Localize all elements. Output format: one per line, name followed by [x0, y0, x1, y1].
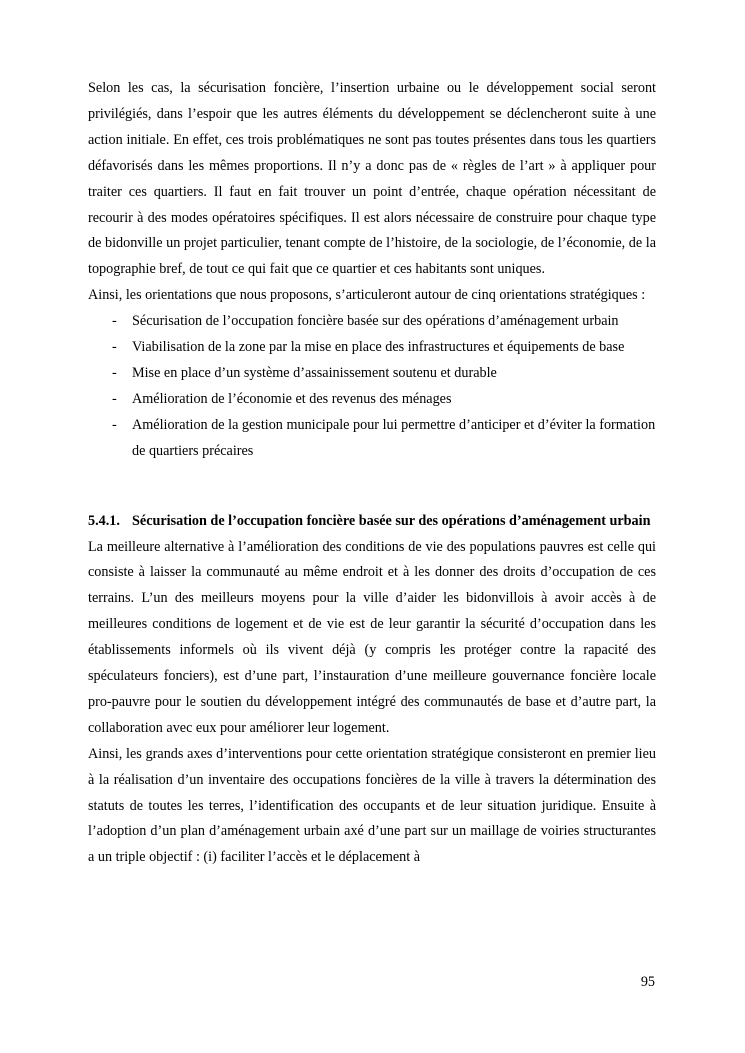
list-bullet: -	[112, 390, 117, 407]
section-number: 5.4.1.	[88, 512, 120, 529]
list-item	[88, 335, 656, 361]
page-number: 95	[640, 974, 655, 990]
orientations-list	[88, 309, 656, 464]
list-item-text: Mise en place d’un système d’assainissement soutenu et durable	[132, 364, 497, 381]
list-item	[88, 387, 656, 413]
list-item-text: Amélioration de la gestion municipale pour lui permettre d’anticiper et d’éviter la formation de quartiers précaires	[132, 416, 656, 459]
list-bullet: -	[112, 416, 117, 433]
list-item	[88, 361, 656, 387]
list-bullet: -	[112, 339, 117, 356]
intro-paragraph: Selon les cas, la sécurisation foncière, l’insertion urbaine ou le développement social seront privilégiés, dans l’espoir que les autres éléments du développement se déclencheront suite à une action initiale. En effet, ces trois problématiques ne sont pas toutes présentes dans tous les quartiers défavorisés dans les mêmes proportions. Il n’y a donc pas de « règles de l’art » à appliquer pour traiter ces quartiers. Il faut en fait trouver un point d’entrée, chaque opération nécessitant de recourir à des modes opératoires spécifiques. Il est alors nécessaire de construire pour chaque type de bidonville un projet particulier, tenant compte de l’histoire, de la sociologie, de l’économie, de la topographie bref, de tout ce qui fait que ce quartier et ces habitants sont uniques.	[88, 80, 656, 278]
document-page	[88, 76, 656, 871]
orientations-lead-paragraph: Ainsi, les orientations que nous proposons, s’articuleront autour de cinq orientations stratégiques :	[88, 287, 646, 304]
section-heading	[88, 509, 656, 535]
section-title: Sécurisation de l’occupation foncière basée sur des opérations d’aménagement urbain	[132, 512, 651, 529]
section-spacer	[88, 465, 656, 509]
list-item	[88, 413, 656, 465]
list-item	[88, 309, 656, 335]
list-item-text: Viabilisation de la zone par la mise en place des infrastructures et équipements de base	[132, 339, 625, 356]
section-body-paragraph: Ainsi, les grands axes d’interventions pour cette orientation stratégique consisteront en premier lieu à la réalisation d’un inventaire des occupations foncières de la ville à travers la détermination des statuts de toutes les terres, l’identification des occupants et de leur situation juridique. Ensuite à l’adoption d’un plan d’aménagement urbain axé d’une part sur un maillage de voiries structurantes a un triple objectif : (i) faciliter l’accès et le déplacement à	[88, 745, 656, 866]
list-bullet: -	[112, 364, 117, 381]
list-item-text: Amélioration de l’économie et des revenus des ménages	[132, 390, 452, 407]
section-body-paragraph: La meilleure alternative à l’amélioration des conditions de vie des populations pauvres est celle qui consiste à laisser la communauté au même endroit et à les donner des droits d’occupation de ces terrains. L’un des meilleurs moyens pour la ville d’aider les bidonvillois à avoir accès à de meilleures conditions de logement et de vie est de leur garantir la sécurité d’occupation dans les établissements informels où ils vivent déjà (y compris les protéger contre la rapacité des spéculateurs fonciers), est d’une part, l’instauration d’une meilleure gouvernance foncière locale pro-pauvre pour le soutien du développement intégré des communautés de base et d’autre part, la collaboration avec eux pour améliorer leur logement.	[88, 538, 656, 736]
list-bullet: -	[112, 313, 117, 330]
list-item-text: Sécurisation de l’occupation foncière basée sur des opérations d’aménagement urbain	[132, 313, 619, 330]
